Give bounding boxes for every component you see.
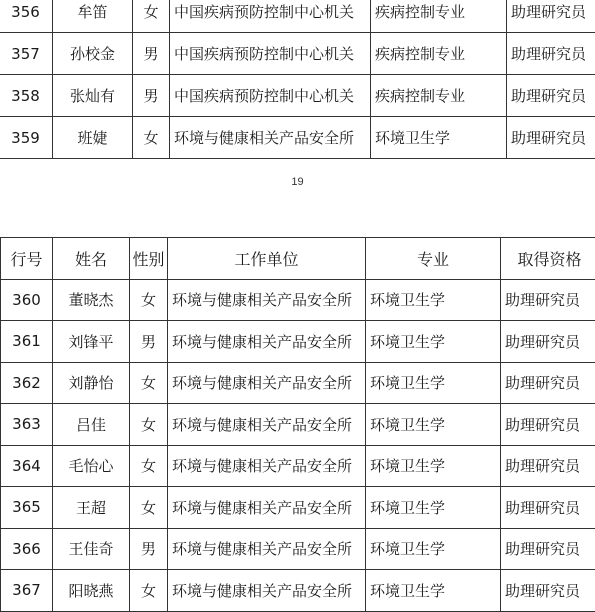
person-name: 班婕: [53, 117, 133, 159]
table-row: [1, 570, 595, 612]
person-name: 张灿有: [53, 75, 133, 117]
table-row: [0, 0, 595, 33]
gender: 男: [133, 75, 170, 117]
person-name: 王超: [53, 487, 130, 529]
qualification: 助理研究员: [501, 404, 595, 446]
major: 环境卫生学: [371, 117, 507, 159]
major: 环境卫生学: [366, 528, 501, 570]
table-row: [1, 528, 595, 570]
header-row-number: 行号: [1, 238, 53, 280]
work-unit: 环境与健康相关产品安全所: [168, 404, 366, 446]
table-row: [0, 117, 595, 159]
bottom-table-body: [1, 279, 595, 611]
person-name: 毛怡心: [53, 445, 130, 487]
major: 环境卫生学: [366, 321, 501, 363]
work-unit: 中国疾病预防控制中心机关: [170, 0, 371, 33]
gender: 女: [130, 570, 168, 612]
qualification: 助理研究员: [507, 33, 595, 75]
work-unit: 环境与健康相关产品安全所: [168, 362, 366, 404]
qualification: 助理研究员: [501, 362, 595, 404]
table-row: [0, 33, 595, 75]
top-table: [0, 0, 595, 159]
top-table-body: [0, 0, 595, 159]
qualification: 助理研究员: [501, 570, 595, 612]
major: 环境卫生学: [366, 404, 501, 446]
gender: 女: [130, 362, 168, 404]
qualification: 助理研究员: [501, 487, 595, 529]
qualification: 助理研究员: [507, 117, 595, 159]
person-name: 阳晓燕: [53, 570, 130, 612]
row-number: 364: [1, 445, 53, 487]
row-number: 356: [0, 0, 53, 33]
table-row: [1, 487, 595, 529]
qualification: 助理研究员: [501, 321, 595, 363]
work-unit: 环境与健康相关产品安全所: [168, 445, 366, 487]
bottom-table: [0, 237, 595, 612]
qualification: 助理研究员: [507, 75, 595, 117]
row-number: 361: [1, 321, 53, 363]
qualification: 助理研究员: [507, 0, 595, 33]
work-unit: 环境与健康相关产品安全所: [168, 570, 366, 612]
table-row: [1, 321, 595, 363]
page-number: 19: [0, 176, 595, 188]
work-unit: 中国疾病预防控制中心机关: [170, 33, 371, 75]
person-name: 孙校金: [53, 33, 133, 75]
qualification: 助理研究员: [501, 445, 595, 487]
gender: 男: [130, 321, 168, 363]
table-row: [1, 279, 595, 321]
major: 环境卫生学: [366, 570, 501, 612]
header-major: 专业: [366, 238, 501, 280]
header-row: [1, 238, 595, 280]
person-name: 吕佳: [53, 404, 130, 446]
major: 疾病控制专业: [371, 75, 507, 117]
row-number: 366: [1, 528, 53, 570]
person-name: 王佳奇: [53, 528, 130, 570]
person-name: 董晓杰: [53, 279, 130, 321]
header-name: 姓名: [53, 238, 130, 280]
qualification: 助理研究员: [501, 528, 595, 570]
table-header: [1, 238, 595, 280]
work-unit: 环境与健康相关产品安全所: [168, 279, 366, 321]
person-name: 牟笛: [53, 0, 133, 33]
person-name: 刘锋平: [53, 321, 130, 363]
person-name: 刘静怡: [53, 362, 130, 404]
work-unit: 中国疾病预防控制中心机关: [170, 75, 371, 117]
table-row: [0, 75, 595, 117]
row-number: 358: [0, 75, 53, 117]
header-gender: 性别: [130, 238, 168, 280]
gender: 男: [133, 33, 170, 75]
header-qualification: 取得资格: [501, 238, 595, 280]
major: 环境卫生学: [366, 445, 501, 487]
table-row: [1, 445, 595, 487]
major: 疾病控制专业: [371, 0, 507, 33]
header-unit: 工作单位: [168, 238, 366, 280]
table-row: [1, 404, 595, 446]
work-unit: 环境与健康相关产品安全所: [168, 528, 366, 570]
row-number: 362: [1, 362, 53, 404]
gender: 女: [130, 487, 168, 529]
row-number: 357: [0, 33, 53, 75]
work-unit: 环境与健康相关产品安全所: [168, 487, 366, 529]
gender: 女: [133, 117, 170, 159]
major: 环境卫生学: [366, 362, 501, 404]
qualification: 助理研究员: [501, 279, 595, 321]
row-number: 365: [1, 487, 53, 529]
row-number: 367: [1, 570, 53, 612]
gender: 女: [130, 445, 168, 487]
gender: 女: [130, 279, 168, 321]
major: 环境卫生学: [366, 279, 501, 321]
gender: 女: [133, 0, 170, 33]
row-number: 359: [0, 117, 53, 159]
major: 疾病控制专业: [371, 33, 507, 75]
row-number: 360: [1, 279, 53, 321]
major: 环境卫生学: [366, 487, 501, 529]
work-unit: 环境与健康相关产品安全所: [168, 321, 366, 363]
row-number: 363: [1, 404, 53, 446]
table-row: [1, 362, 595, 404]
work-unit: 环境与健康相关产品安全所: [170, 117, 371, 159]
gender: 男: [130, 528, 168, 570]
gender: 女: [130, 404, 168, 446]
